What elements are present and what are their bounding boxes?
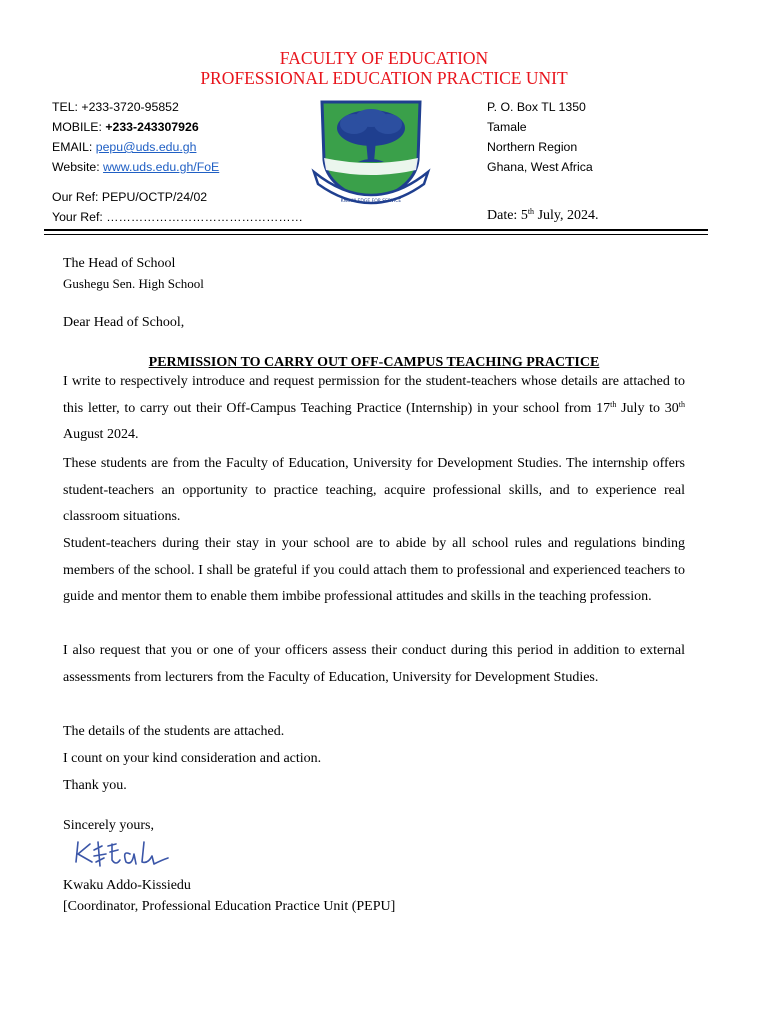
signatory-name: Kwaku Addo-Kissiedu bbox=[63, 878, 191, 893]
email-link[interactable]: pepu@uds.edu.gh bbox=[95, 140, 197, 154]
paragraph-7: Thank you. bbox=[63, 778, 127, 793]
mobile-value: +233-243307926 bbox=[105, 120, 199, 134]
university-crest-icon bbox=[308, 98, 434, 214]
mobile-line: MOBILE: +233-243307926 bbox=[52, 120, 199, 134]
header-rule-thick bbox=[44, 229, 708, 231]
paragraph-2: These students are from the Faculty of Education, University for Development Studies. The internship offers student-teachers an opportunity to practice teaching, acquire professional skills, and to experience real classroom situations. bbox=[63, 456, 685, 525]
country: Ghana, West Africa bbox=[487, 160, 593, 174]
faculty-title: FACULTY OF EDUCATION bbox=[279, 48, 489, 68]
city: Tamale bbox=[487, 120, 527, 134]
unit-title: PROFESSIONAL EDUCATION PRACTICE UNIT bbox=[200, 68, 568, 88]
tel-value: +233-3720-95852 bbox=[81, 100, 179, 114]
region: Northern Region bbox=[487, 140, 578, 154]
email-line: EMAIL: pepu@uds.edu.gh bbox=[52, 140, 197, 154]
paragraph-3: Student-teachers during their stay in your school are to abide by all school rules and regulations binding members of the school. I shall be grateful if you could attach them to professional and experienced teachers to guide and mentor them to enable them imbibe professional attitudes and skills in the teaching profession. bbox=[63, 536, 685, 605]
address-block bbox=[487, 97, 707, 177]
sign-off: Sincerely yours, bbox=[63, 818, 154, 833]
recipient-school: Gushegu Sen. High School bbox=[63, 276, 204, 291]
po-box: P. O. Box TL 1350 bbox=[487, 100, 586, 114]
tel-line: TEL: +233-3720-95852 bbox=[52, 100, 179, 114]
header-rule-thin bbox=[44, 234, 708, 235]
crest-motto: KNOWLEDGE FOR SERVICE bbox=[340, 199, 402, 204]
salutation: Dear Head of School, bbox=[63, 315, 185, 330]
recipient-title: The Head of School bbox=[63, 256, 176, 271]
paragraph-6: I count on your kind consideration and action. bbox=[63, 751, 322, 766]
paragraph-1: I write to respectively introduce and request permission for the student-teachers whose details are attached to this letter, to carry out their Off-Campus Teaching Practice (Internship) in your school from 17th July to 30th August 2024. bbox=[63, 374, 685, 443]
signatory-position: [Coordinator, Professional Education Practice Unit (PEPU] bbox=[63, 899, 396, 914]
your-ref: Your Ref: ………………………………………… bbox=[52, 210, 303, 224]
paragraph-5: The details of the students are attached. bbox=[63, 724, 285, 739]
contact-block bbox=[52, 97, 292, 177]
letter-date: Date: 5th July, 2024. bbox=[487, 207, 599, 223]
signature-icon bbox=[72, 836, 182, 876]
subject-line: PERMISSION TO CARRY OUT OFF-CAMPUS TEACHING PRACTICE bbox=[148, 355, 600, 370]
website-link[interactable]: www.uds.edu.gh/FoE bbox=[103, 160, 220, 174]
our-ref: Our Ref: PEPU/OCTP/24/02 bbox=[52, 190, 208, 204]
paragraph-4: I also request that you or one of your officers assess their conduct during this period in addition to external assessments from lecturers from the Faculty of Education, University for Development Studies. bbox=[63, 643, 685, 685]
website-line: Website: www.uds.edu.gh/FoE bbox=[52, 160, 220, 174]
